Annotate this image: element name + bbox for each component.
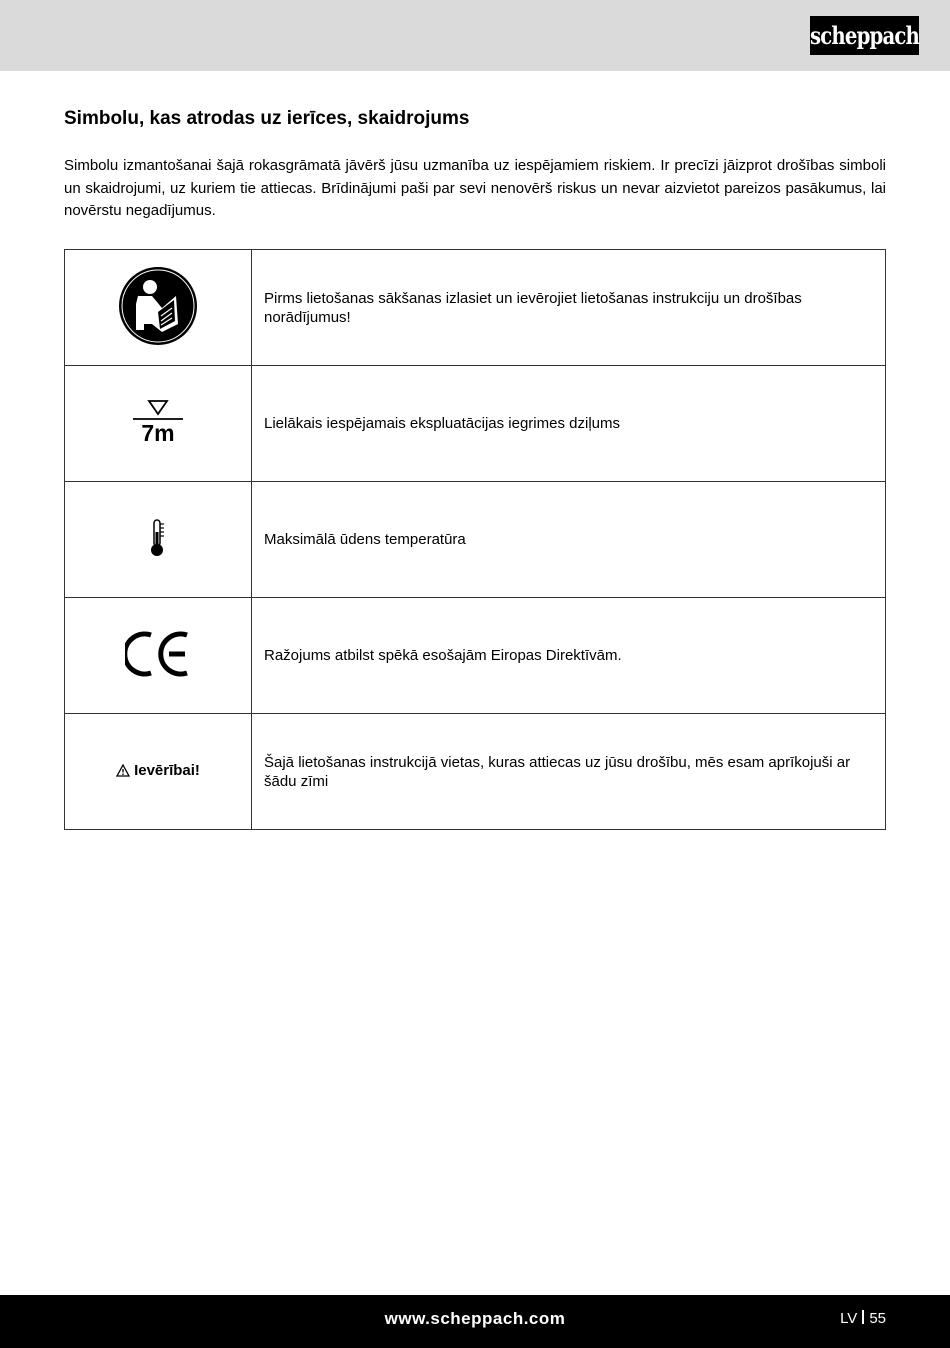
page-indicator: [840, 1310, 886, 1327]
footer-band: [0, 1295, 950, 1348]
max-depth-label: 7m: [141, 419, 175, 446]
symbol-description: Lielākais iespējamais ekspluatācijas iegrimes dziļums: [252, 366, 886, 482]
read-manual-icon: [118, 266, 198, 346]
symbol-description: Šajā lietošanas instrukcijā vietas, kuras attiecas uz jūsu drošību, mēs esam aprīkojuši ar šādu zīmi: [252, 714, 886, 830]
symbol-description: Maksimālā ūdens temperatūra: [252, 482, 886, 598]
header-band: [0, 0, 950, 71]
symbol-table: [64, 249, 886, 830]
language-code: LV: [840, 1310, 858, 1327]
attention-text: Ievērībai!: [134, 762, 200, 779]
symbol-cell: [65, 250, 252, 366]
table-row: [65, 714, 886, 830]
page-number: 55: [869, 1310, 886, 1327]
brand-logo-text: scheppach: [809, 21, 920, 50]
intro-paragraph: Simbolu izmantošanai šajā rokasgrāmatā jāvērš jūsu uzmanība uz iespējamiem riskiem. Ir precīzi jāizprot drošības simboli un skaidrojumi, uz kuriem tie attiecas. Brīdinājumi paši par sevi nenovērš riskus un nevar aizvietot pareizos pasākumus, lai novērstu negadījumus.: [64, 157, 886, 219]
brand-logo[interactable]: [810, 16, 919, 55]
symbol-cell: [65, 366, 252, 482]
page-title: Simbolu, kas atrodas uz ierīces, skaidrojums: [64, 108, 470, 129]
max-depth-icon: [128, 397, 188, 447]
table-row: [65, 250, 886, 366]
table-row: [65, 598, 886, 714]
symbol-cell: [65, 714, 252, 830]
symbol-cell: [65, 598, 252, 714]
attention-label: [116, 762, 200, 779]
website-link[interactable]: www.scheppach.com: [384, 1309, 566, 1328]
table-row: [65, 366, 886, 482]
symbol-cell: [65, 482, 252, 598]
symbol-description: Ražojums atbilst spēkā esošajām Eiropas Direktīvām.: [252, 598, 886, 714]
symbol-description: Pirms lietošanas sākšanas izlasiet un ievērojiet lietošanas instrukciju un drošības norādījumus!: [252, 250, 886, 366]
table-row: [65, 482, 886, 598]
thermometer-icon: [148, 518, 168, 558]
ce-mark-icon: [125, 630, 191, 678]
divider: [862, 1310, 864, 1324]
warning-triangle-icon: [116, 764, 130, 777]
